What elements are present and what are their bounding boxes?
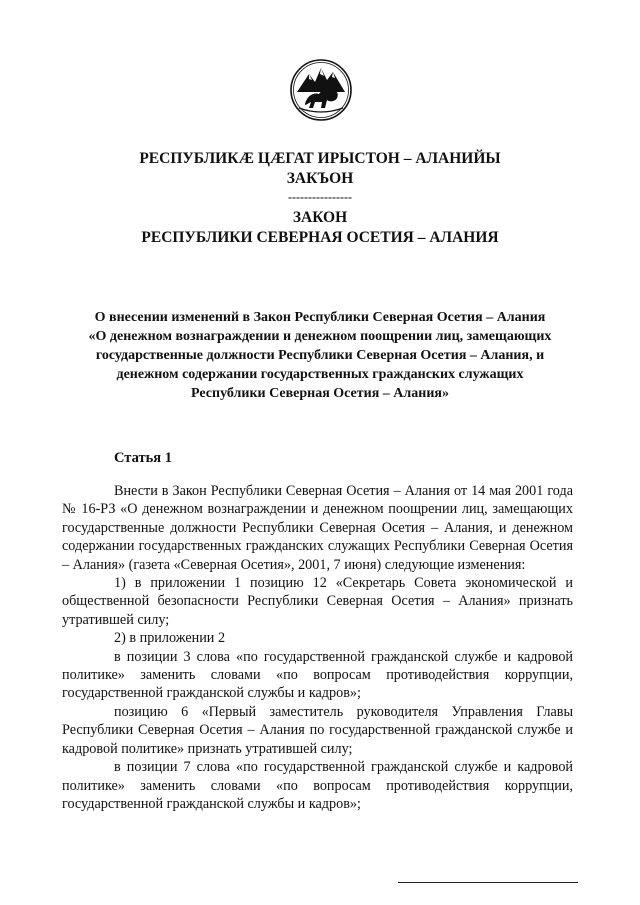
paragraph: в позиции 3 слова «по государственной гражданской службе и кадровой политике» заменить словами «по вопросам противодействия коррупции, государственной гражданской службы и кадров»; bbox=[62, 648, 573, 702]
law-word-russian: ЗАКОН bbox=[292, 209, 348, 226]
subject-line: Республики Северная Осетия – Алания» bbox=[191, 386, 449, 401]
paragraph: в позиции 7 слова «по государственной гражданской службе и кадровой политике» заменить словами «по вопросам противодействия коррупции, государственной гражданской службы и кадров»; bbox=[62, 759, 573, 812]
bottom-rule bbox=[398, 882, 578, 883]
law-subject-title bbox=[62, 308, 578, 403]
law-word-ossetian: ЗАКЪОН bbox=[286, 170, 354, 187]
article-title: Статья 1 bbox=[114, 450, 172, 466]
paragraph: Внести в Закон Республики Северная Осетия – Алания от 14 мая 2001 года № 16-РЗ «О денежном вознаграждении и денежном поощрении лиц, замещающих государственные должности Республики Северная Осетия – Алания, и денежном содержании государственных гражданских служащих Республики Северная Осетия – Алания» (газета «Северная Осетия», 2001, 7 июня) следующие изменения: bbox=[62, 483, 573, 573]
subject-line: денежном содержании государственных гражданских служащих bbox=[116, 367, 524, 382]
header-separator: ---------------- bbox=[288, 190, 352, 204]
coat-of-arms-emblem bbox=[289, 58, 353, 122]
republic-name-ossetian: РЕСПУБЛИКÆ ЦÆГАТ ИРЫСТОН – АЛАНИЙЫ bbox=[139, 150, 501, 167]
subject-line: О внесении изменений в Закон Республики Северная Осетия – Алания bbox=[94, 310, 546, 325]
subject-line: «О денежном вознаграждении и денежном поощрении лиц, замещающих bbox=[88, 329, 552, 344]
subject-line: государственные должности Республики Северная Осетия – Алания, и bbox=[95, 348, 545, 363]
paragraph: позицию 6 «Первый заместитель руководителя Управления Главы Республики Северная Осетия – Алания по государственной гражданской службе и кадровой политике» признать утратившей силу; bbox=[62, 703, 573, 757]
republic-name-russian: РЕСПУБЛИКИ СЕВЕРНАЯ ОСЕТИЯ – АЛАНИЯ bbox=[141, 229, 499, 246]
paragraph: 2) в приложении 2 bbox=[114, 630, 226, 647]
paragraph: 1) в приложении 1 позицию 12 «Секретарь Совета экономической и общественной безопасности Республики Северная Осетия – Алания» признать утратившей силу; bbox=[62, 575, 573, 628]
article-body bbox=[62, 482, 573, 813]
